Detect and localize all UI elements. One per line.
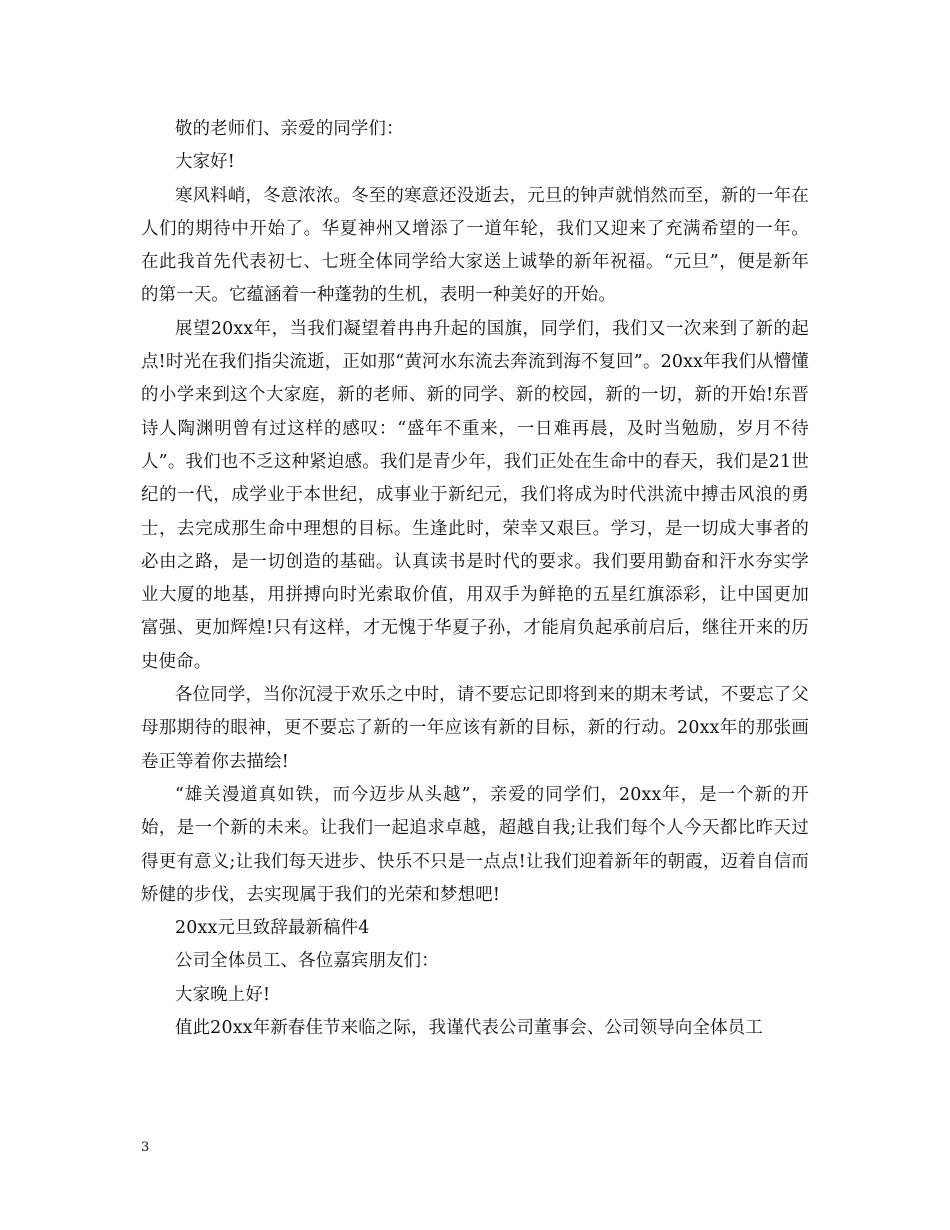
paragraph-salutation: 敬的老师们、亲爱的同学们：	[175, 119, 404, 139]
paragraph-greeting: 大家晚上好!	[175, 984, 271, 1005]
paragraph-body: 寒风料峭，冬意浓浓。冬至的寒意还没逝去，元旦的钟声就悄然而至，新的一年在人们的期待中开始了。华夏神州又增添了一道年轮，我们又迎来了充满希望的一年。在此我首先代表初七、七班全体同学给大家送上诚挚的新年祝福。“元旦”，便是新年的第一天。它蕴涵着一种蓬勃的生机，表明一种美好的开始。	[141, 185, 809, 306]
paragraph-body: 值此20xx年新春佳节来临之际，我谨代表公司董事会、公司领导向全体员工	[175, 1018, 763, 1039]
paragraph-body: 展望20xx年，当我们凝望着冉冉升起的国旗，同学们，我们又一次来到了新的起点!时光在我们指尖流逝，正如那“黄河水东流去奔流到海不复回”。20xx年我们从懵懂的小学来到这个大家庭，新的老师、新的同学、新的校园，新的一切，新的开始!东晋诗人陶渊明曾有过这样的感叹：“盛年不重来，一日难再晨，及时当勉励，岁月不待人”。我们也不乏这种紧迫感。我们是青少年，我们正处在生命中的春天，我们是21世纪的一代，成学业于本世纪，成事业于新纪元，我们将成为时代洪流中搏击风浪的勇士，去完成那生命中理想的目标。生逢此时，荣幸又艰巨。学习，是一切成大事者的必由之路，是一切创造的基础。认真读书是时代的要求。我们要用勤奋和汗水夯实学业大厦的地基，用拼搏向时光索取价值，用双手为鲜艳的五星红旗添彩，让中国更加富强、更加辉煌!只有这样，才无愧于华夏子孙，才能肩负起承前启后，继往开来的历史使命。	[141, 318, 809, 672]
paragraph-greeting: 大家好!	[175, 152, 235, 173]
paragraph-body: “雄关漫道真如铁，而今迈步从头越”，亲爱的同学们，20xx年，是一个新的开始，是一个新的未来。让我们一起追求卓越，超越自我;让我们每个人今天都比昨天过得更有意义;让我们每天进步、快乐不只是一点点!让我们迎着新年的朝霞，迈着自信而矫健的步伐，去实现属于我们的光荣和梦想吧!	[141, 784, 809, 905]
paragraph-body: 各位同学，当你沉浸于欢乐之中时，请不要忘记即将到来的期末考试，不要忘了父母那期待的眼神，更不要忘了新的一年应该有新的目标，新的行动。20xx年的那张画卷正等着你去描绘!	[141, 685, 809, 772]
document-body	[141, 113, 809, 1045]
section-heading: 20xx元旦致辞最新稿件4	[175, 918, 370, 939]
paragraph-salutation: 公司全体员工、各位嘉宾朋友们：	[175, 951, 439, 972]
page-number: 3	[141, 1140, 150, 1155]
